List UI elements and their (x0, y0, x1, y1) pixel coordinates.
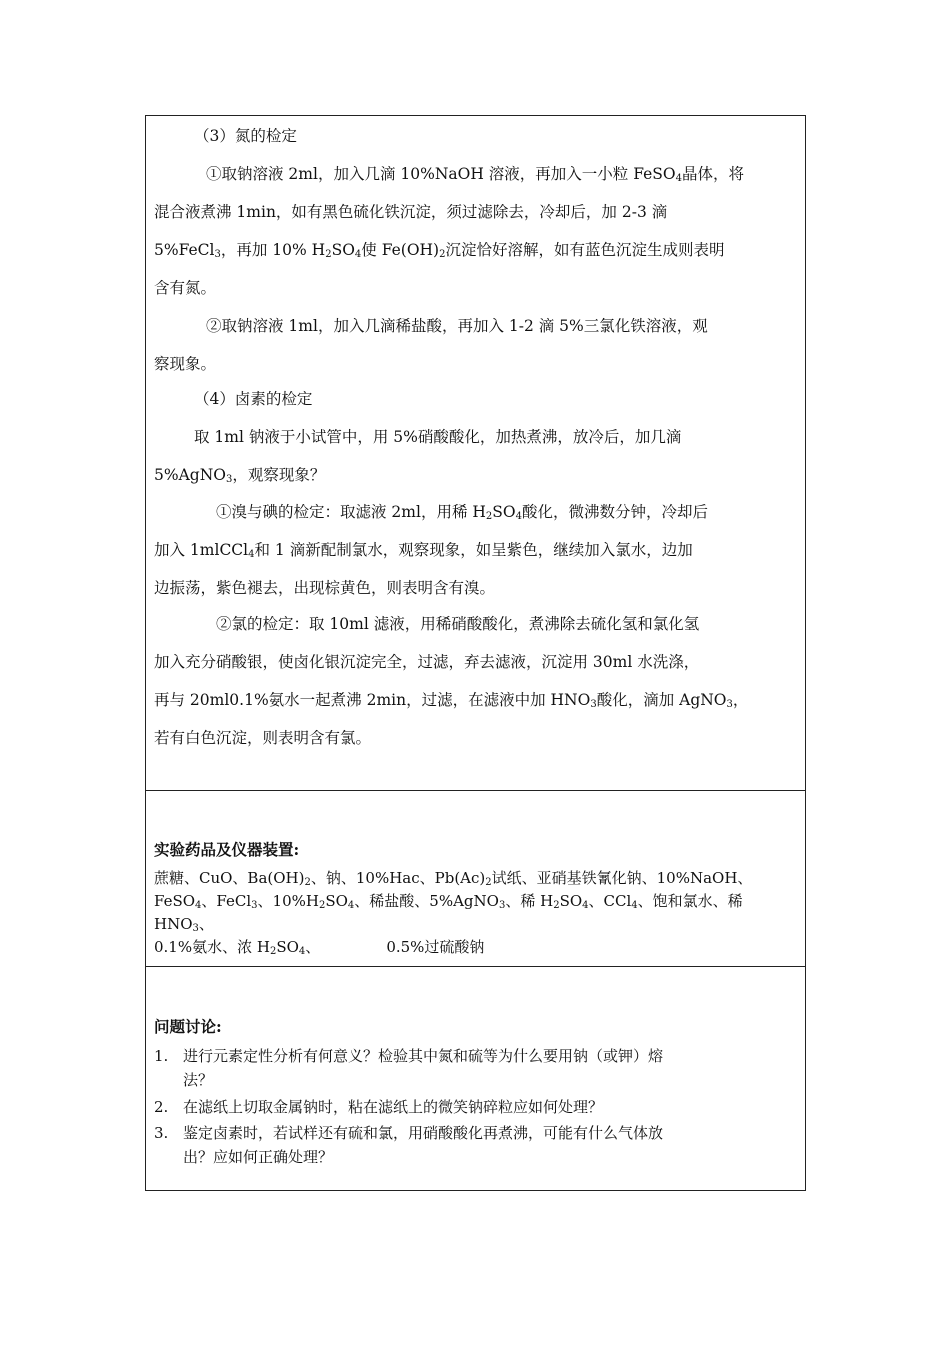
reagents-title: 实验药品及仪器装置: (154, 840, 300, 859)
discussion-title: 问题讨论: (154, 1017, 222, 1036)
nitrogen-step-1: ①取钠溶液 2ml，加入几滴 10%NaOH 溶液，再加入一小粒 FeSO$_4$晶体，将 混合液煮沸 1min，如有黑色硫化铁沉淀，须过滤除去，冷却后，加 2-3 滴 5%FeCl$_3$，再加 10% $H_2SO_4$使 $Fe(OH)_2$沉淀恰好溶解，如有蓝色沉淀生成则表明 含有氮。 (154, 165, 745, 297)
discussion-section (146, 967, 805, 1190)
heading-nitrogen: （3）氮的检定 (194, 127, 297, 145)
heading-halogen: （4）卤素的检定 (194, 390, 313, 408)
question-item: 2. 在滤纸上切取金属钠时，粘在滤纸上的微笑钠碎粒应如何处理？ (154, 1098, 604, 1116)
chlorine-step: ②氯的检定：取 10ml 滤液，用稀硝酸酸化，煮沸除去硫化氢和氯化氢 加入充分硝酸银，使卤化银沉淀完全，过滤，弃去滤液，沉淀用 30ml 水洗涤， 再与 20ml0.1%氨水一起煮沸 2min，过滤，在滤液中加 $HNO_3$酸化，滴加 AgNO$_3$， 若有白色沉淀，则表明含有氯。 (154, 615, 749, 747)
bromine-iodine-step: ①溴与碘的检定：取滤液 2ml，用稀 $H_2SO_4$酸化，微沸数分钟，冷却后 加入 1mlCCl$_4$和 1 滴新配制氯水，观察现象，如呈紫色，继续加入氯水，边加 边振荡，紫色褪去，出现棕黄色，则表明含有溴。 (154, 503, 708, 597)
procedure-section (146, 116, 805, 791)
halogen-step: 取 1ml 钠液于小试管中，用 5%硝酸酸化，加热煮沸，放冷后，加几滴 5%AgNO$_3$，观察现象？ (154, 428, 682, 485)
question-item: 1. 进行元素定性分析有何意义？检验其中氮和硫等为什么要用钠（或钾）熔 法？ (154, 1047, 664, 1089)
nitrogen-step-2: ②取钠溶液 1ml，加入几滴稀盐酸，再加入 1-2 滴 5%三氯化铁溶液，观 察现象。 (154, 317, 708, 373)
reagents-list: 蔗糖、CuO、$Ba(OH)_2$、钠、10%Hac、$Pb(Ac)_2$试纸、亚硝基铁氰化钠、10%NaOH、 FeSO$_4$、FeCl$_3$、$10\%H_2SO_4$、稀盐酸、5%AgNO$_3$、稀 $H_2SO_4$、CCl$_4$、饱和氯水、稀 $HNO_3$、 0.1%氨水、浓 $H_2SO_4$、 0.5%过硫酸钠 (154, 869, 753, 957)
document-table (145, 115, 806, 1191)
question-item: 3. 鉴定卤素时，若试样还有硫和氯，用硝酸酸化再煮沸，可能有什么气体放 出？应如何正确处理？ (154, 1124, 664, 1166)
reagents-section (146, 791, 805, 967)
